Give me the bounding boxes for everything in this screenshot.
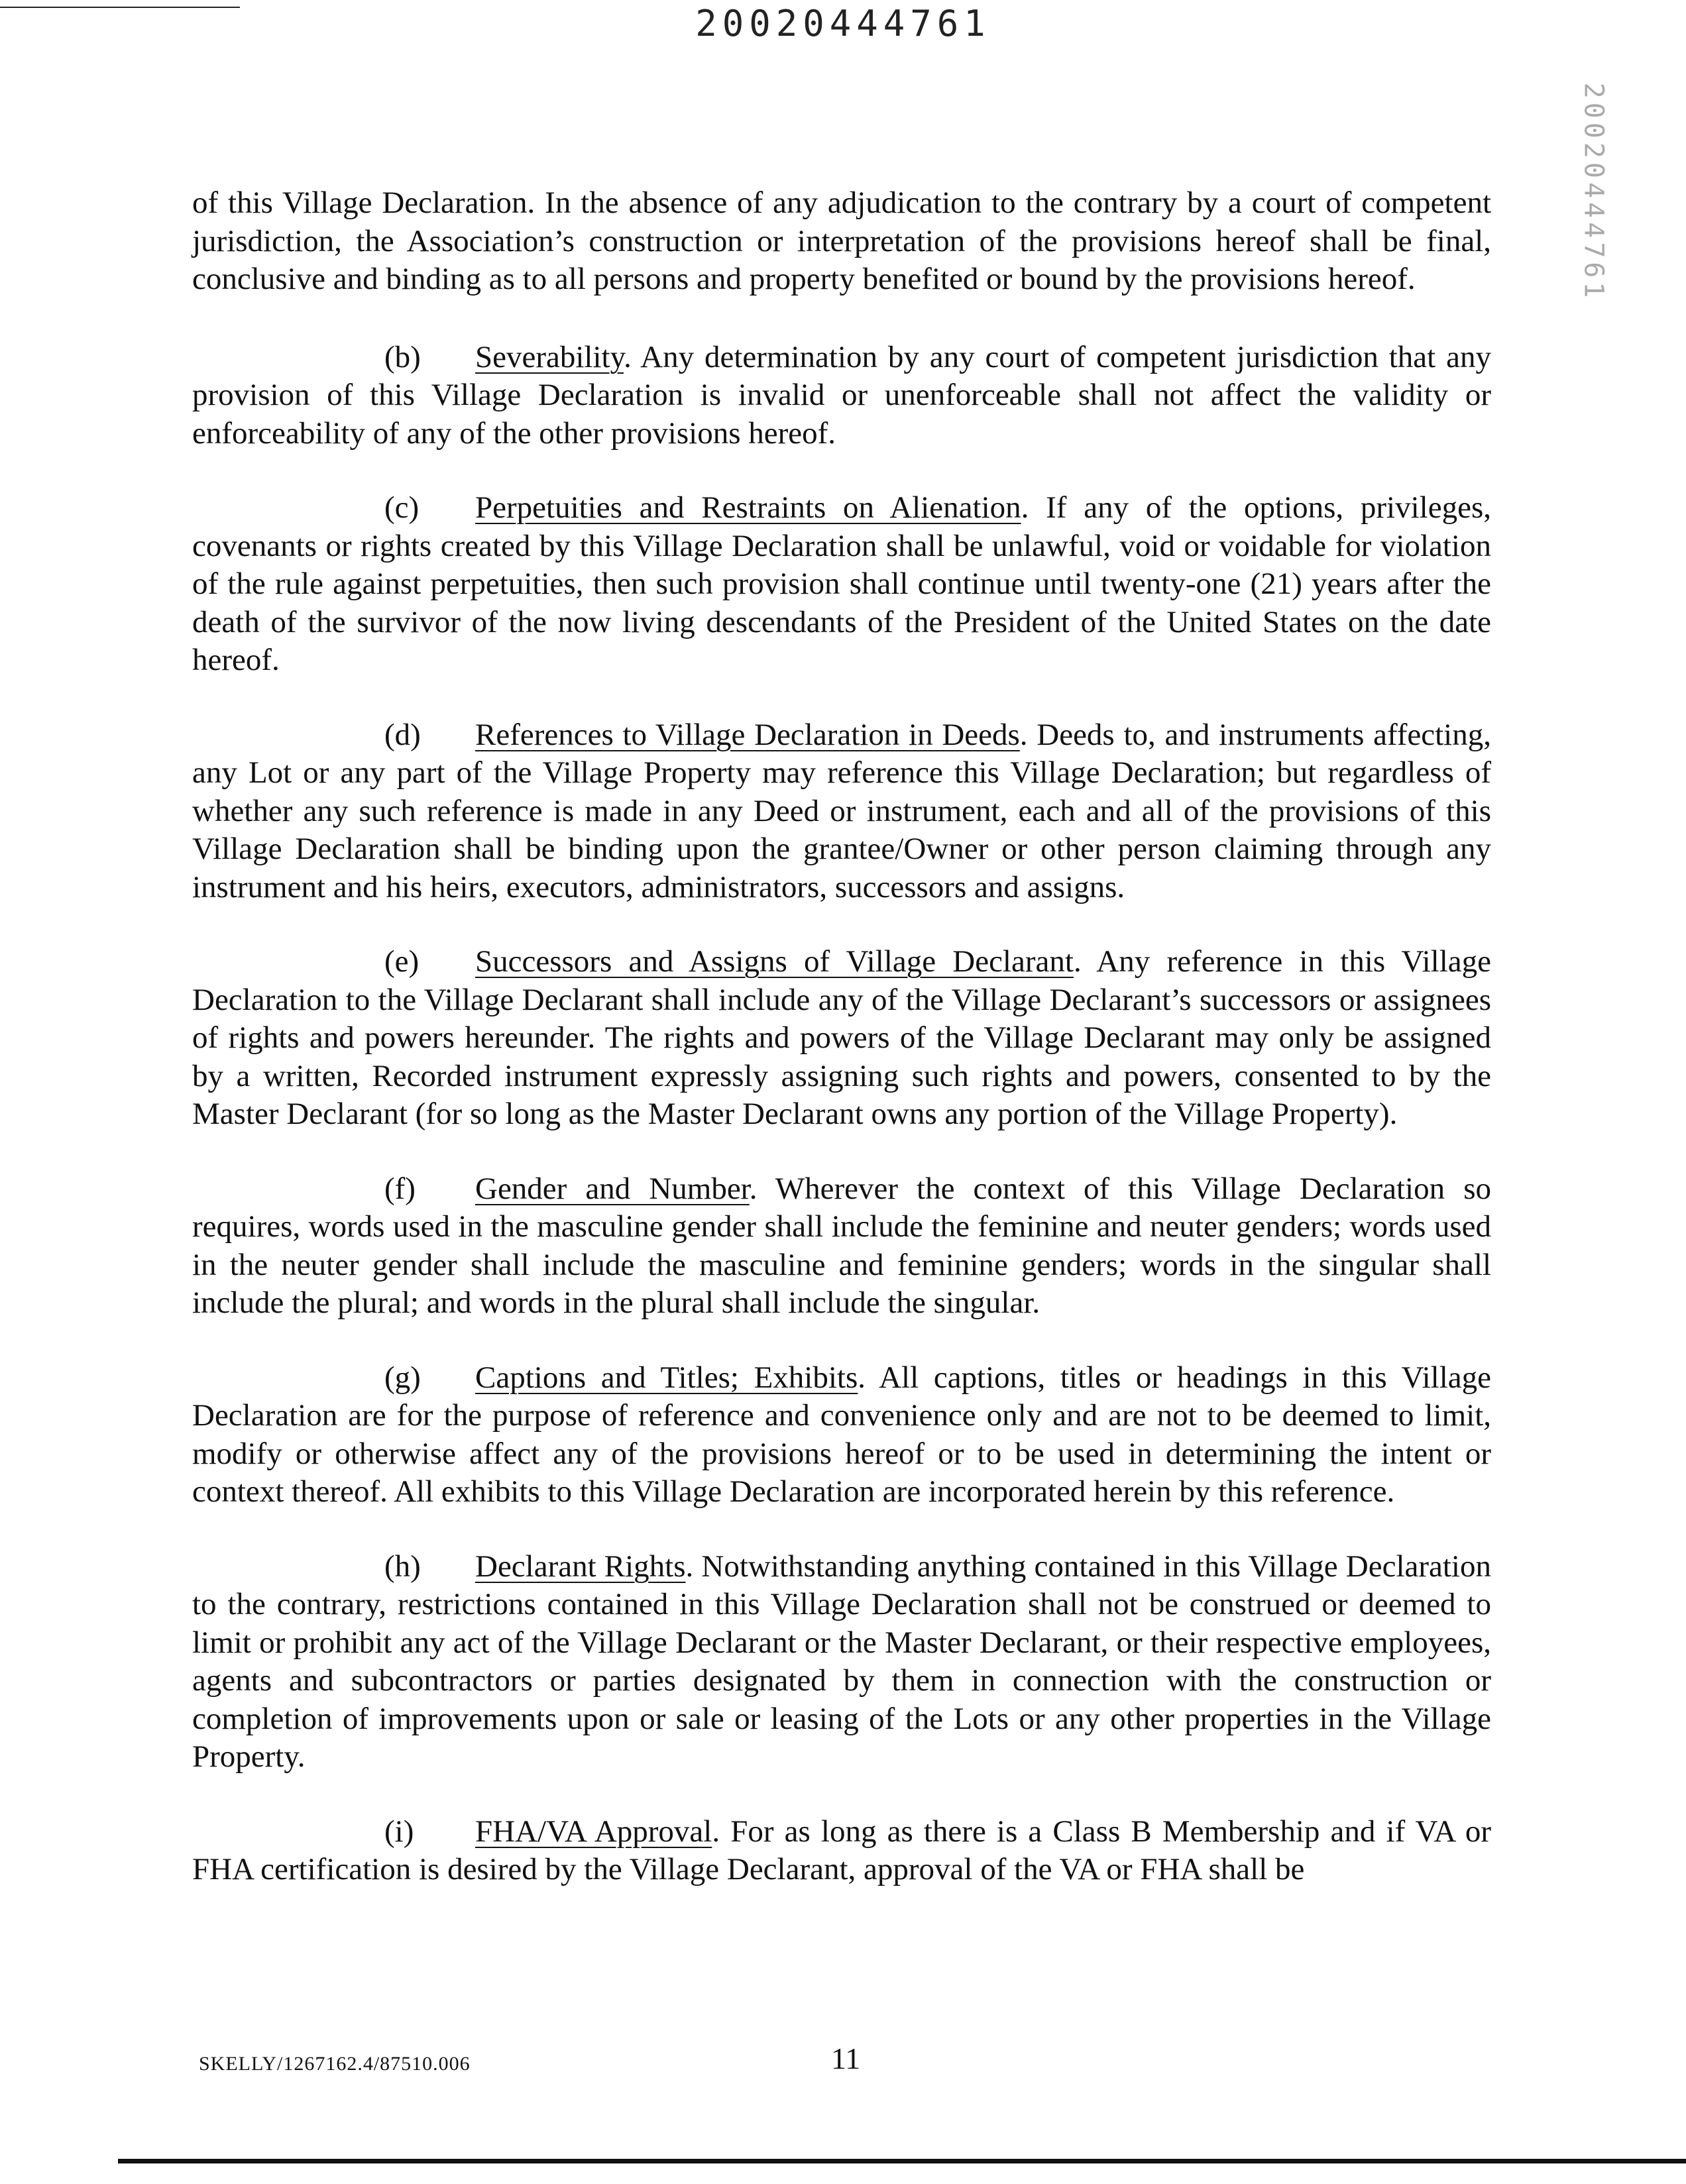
footer-reference: SKELLY/1267162.4/87510.006 [199,2053,471,2075]
paragraph-h [192,1548,1491,1776]
side-stamp-text: 20020444761 [1578,82,1608,302]
bottom-rule [118,2159,1686,2163]
paragraph-heading: References to Village Declaration in Deeds [475,717,1020,752]
paragraph-label: (e) [384,944,420,979]
document-body [192,184,1491,1926]
paragraph-heading: FHA/VA Approval [475,1814,712,1849]
paragraph-e [192,943,1491,1134]
paragraph-heading: Gender and Number [475,1171,750,1206]
page-number: 11 [831,2042,861,2075]
paragraph-text: of this Village Declaration. In the absence of any adjudication to the contrary by a court of competent jurisdiction, the Association’s construction or interpretation of the provisions hereof shall be final, conclusive and binding as to all persons and property benefited or bound by the provisions hereof. [192,186,1491,296]
paragraph-label: (g) [384,1360,421,1395]
paragraph-text: . Any determination by any court of competent jurisdiction that any provision of this Village Declaration is invalid or unenforceable shall not affect the validity or enforceability of any of the other provisions hereof. [192,339,1491,451]
paragraph-heading: Successors and Assigns of Village Declarant [475,944,1074,979]
paragraph-b [192,339,1491,453]
paragraph-text: . Wherever the context of this Village Declaration so requires, words used in the masculine gender shall include the feminine and neuter genders; words used in the neuter gender shall include the masculine and feminine genders; words in the singular shall include the plural; and words in the plural shall include the singular. [192,1171,1491,1320]
paragraph-i [192,1813,1491,1889]
paragraph-heading: Captions and Titles; Exhibits [475,1360,858,1395]
paragraph-text: . For as long as there is a Class B Membership and if VA or FHA certification is desired by the Village Declarant, approval of the VA or FHA shall be [192,1814,1491,1886]
paragraph-label: (b) [384,339,421,374]
paragraph-c [192,489,1491,680]
paragraph-text: . Deeds to, and instruments affecting, any Lot or any part of the Village Property may reference this Village Declaration; but regardless of whether any such reference is made in any Deed or instrument, each and all of the provisions of this Village Declaration shall be binding upon the grantee/Owner or other person claiming through any instrument and his heirs, executors, administrators, successors and assigns. [192,717,1491,904]
paragraph-text: . Notwithstanding anything contained in this Village Declaration to the contrary, restrictions contained in this Village Declaration shall not be construed or deemed to limit or prohibit any act of the Village Declarant or the Master Declarant, or their respective employees, agents and subcontractors or parties designated by them in connection with the construction or completion of improvements upon or sale or leasing of the Lots or any other properties in the Village Property. [192,1549,1491,1774]
paragraph-label: (d) [384,717,421,752]
paragraph-text: . Any reference in this Village Declaration to the Village Declarant shall include any of the Village Declarant’s successors or assignees of rights and powers hereunder. The rights and powers of the Village Declarant may only be assigned by a written, Recorded instrument expressly assigning such rights and powers, consented to by the Master Declarant (for so long as the Master Declarant owns any portion of the Village Property). [192,944,1491,1131]
paragraph-label: (i) [384,1814,414,1849]
paragraph-continuation [192,184,1491,299]
side-stamp [1575,82,1612,302]
paragraph-f [192,1170,1491,1323]
paragraph-label: (c) [384,490,420,525]
paragraph-text: . If any of the options, privileges, covenants or rights created by this Village Declaration shall be unlawful, void or voidable for violation of the rule against perpetuities, then such provision shall continue until twenty-one (21) years after the death of the survivor of the now living descendants of the President of the United States on the date hereof. [192,490,1491,677]
paragraph-label: (f) [384,1171,416,1206]
document-number: 20020444761 [695,3,991,44]
paragraph-text: . All captions, titles or headings in this Village Declaration are for the purpose of reference and convenience only and are not to be deemed to limit, modify or otherwise affect any of the provisions hereof or to be used in determining the intent or context thereof. All exhibits to this Village Declaration are incorporated herein by this reference. [192,1360,1491,1509]
paragraph-g [192,1359,1491,1511]
paragraph-heading: Perpetuities and Restraints on Alienation [475,490,1021,525]
paragraph-heading: Severability [475,339,624,374]
paragraph-heading: Declarant Rights [475,1549,686,1584]
paragraph-label: (h) [384,1549,421,1584]
paragraph-d [192,716,1491,907]
